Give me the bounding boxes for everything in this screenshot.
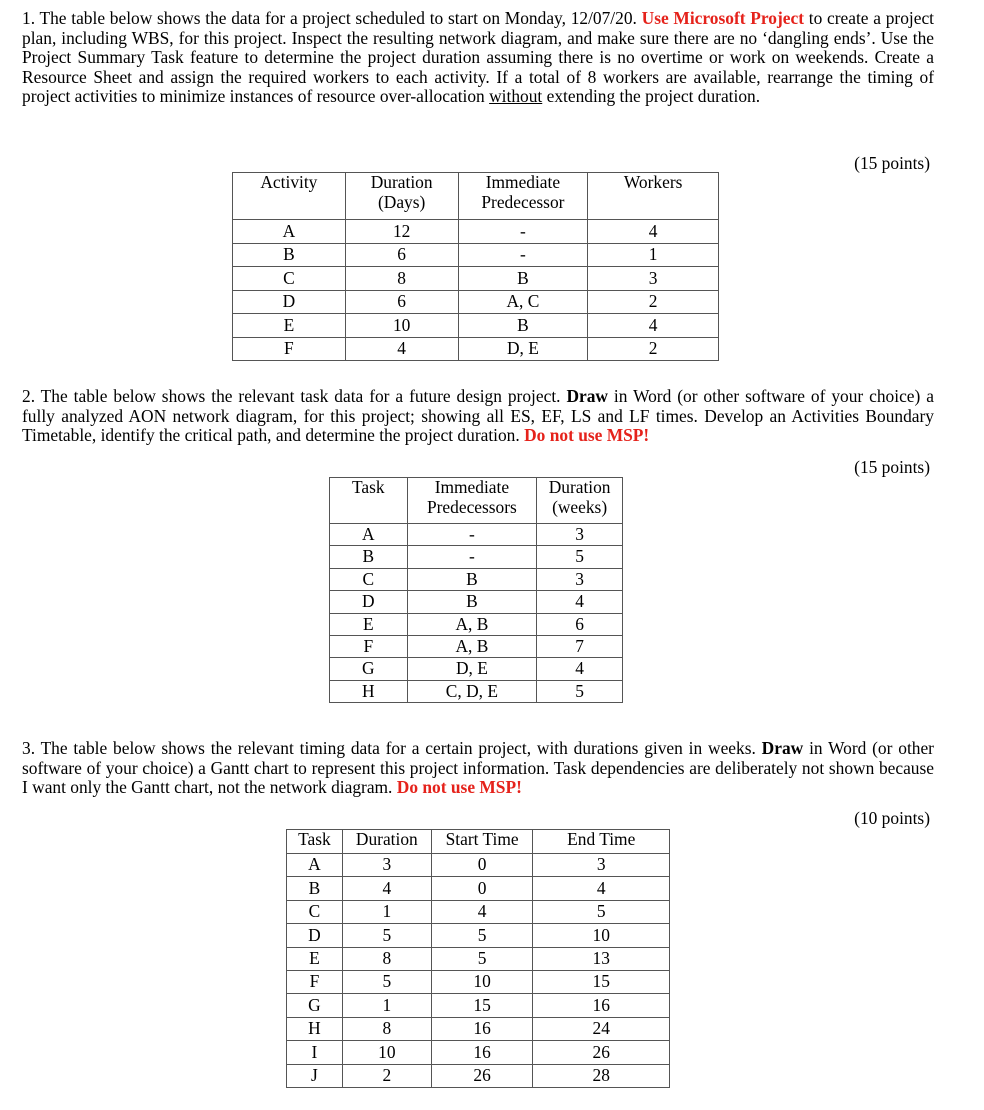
table-row (287, 947, 670, 970)
q1-points: (15 points) (854, 153, 930, 173)
table-cell: A (330, 524, 408, 546)
table-cell: D (287, 924, 343, 947)
q2-points: (15 points) (854, 457, 930, 477)
table-cell: 2 (588, 290, 719, 314)
table-cell: 1 (342, 900, 431, 923)
table-cell: 2 (588, 337, 719, 361)
column-header: Immediate Predecessors (407, 478, 537, 524)
table-cell: C (330, 568, 408, 590)
q1-underlined-word: without (489, 86, 543, 106)
table-row (330, 635, 623, 657)
table-cell: 0 (431, 877, 533, 900)
table-row (287, 970, 670, 993)
table-cell: 6 (345, 290, 458, 314)
table-cell: B (407, 568, 537, 590)
table-row (330, 658, 623, 680)
table-cell: 10 (431, 970, 533, 993)
table-cell: F (330, 635, 408, 657)
table-row (233, 337, 719, 361)
table-cell: 0 (431, 854, 533, 877)
table-header-row (330, 478, 623, 524)
table-cell: C (287, 900, 343, 923)
table-cell: 10 (533, 924, 670, 947)
column-header: Duration (342, 830, 431, 854)
table-row (233, 220, 719, 244)
table-cell: 5 (431, 947, 533, 970)
q1-red-instruction: Use Microsoft Project (641, 8, 805, 28)
q3-table (286, 829, 670, 1088)
table-cell: 5 (537, 680, 623, 702)
table-row (287, 1017, 670, 1040)
table-row (287, 1041, 670, 1064)
q2-red-instruction: Do not use MSP! (524, 425, 650, 445)
table-cell: B (458, 267, 588, 291)
table-cell: 5 (431, 924, 533, 947)
table-cell: 13 (533, 947, 670, 970)
table-cell: 4 (342, 877, 431, 900)
table-cell: 5 (533, 900, 670, 923)
table-cell: 3 (537, 524, 623, 546)
column-header: Task (330, 478, 408, 524)
table-cell: 4 (345, 337, 458, 361)
table-cell: 4 (533, 877, 670, 900)
table-row (233, 314, 719, 338)
table-row (287, 924, 670, 947)
q1-number: 1. (22, 8, 36, 28)
q3-red-instruction: Do not use MSP! (396, 777, 522, 797)
table-cell: A, C (458, 290, 588, 314)
column-header: Task (287, 830, 343, 854)
table-cell: 15 (431, 994, 533, 1017)
table-row (233, 243, 719, 267)
table-cell: D, E (407, 658, 537, 680)
table-cell: E (233, 314, 346, 338)
table-cell: 28 (533, 1064, 670, 1087)
table-row (330, 568, 623, 590)
q1-table (232, 172, 719, 361)
table-row (330, 591, 623, 613)
table-cell: 3 (537, 568, 623, 590)
table-cell: 26 (431, 1064, 533, 1087)
table-cell: 7 (537, 635, 623, 657)
column-header: Duration (Days) (345, 173, 458, 220)
table-cell: 1 (588, 243, 719, 267)
table-cell: J (287, 1064, 343, 1087)
table-cell: - (458, 220, 588, 244)
table-row (233, 267, 719, 291)
table-cell: B (287, 877, 343, 900)
table-row (287, 1064, 670, 1087)
table-row (287, 877, 670, 900)
table-cell: I (287, 1041, 343, 1064)
table-row (287, 994, 670, 1017)
q2-number: 2. (22, 386, 36, 406)
table-cell: F (233, 337, 346, 361)
table-cell: E (287, 947, 343, 970)
table-cell: G (330, 658, 408, 680)
table-row (287, 854, 670, 877)
table-cell: 10 (345, 314, 458, 338)
q3-points: (10 points) (854, 808, 930, 828)
column-header: Immediate Predecessor (458, 173, 588, 220)
table-cell: A (233, 220, 346, 244)
table-cell: 4 (431, 900, 533, 923)
q1-text: 1. The table below shows the data for a project scheduled to start on Monday, 12/07/20. Use Microsoft Project to create a project plan, including WBS, for this project. Inspect the resulting network diagram, and make sure there are no ‘dangling ends’. Use the Project Summary Task feature to determine the project duration assuming there is no overtime or work on weekends. Create a Resource Sheet and assign the required workers to each activity. If a total of 8 workers are available, rearrange the timing of project activities to minimize instances of resource over-allocation without extending the project duration. (22, 8, 935, 106)
column-header: Start Time (431, 830, 533, 854)
table-cell: 6 (345, 243, 458, 267)
table-cell: 16 (533, 994, 670, 1017)
table-header-row (233, 173, 719, 220)
table-cell: H (287, 1017, 343, 1040)
q2-bold-word: Draw (566, 386, 608, 406)
table-cell: 12 (345, 220, 458, 244)
table-cell: - (407, 546, 537, 568)
table-row (233, 290, 719, 314)
column-header: End Time (533, 830, 670, 854)
table-cell: B (458, 314, 588, 338)
table-row (330, 680, 623, 702)
q2-table (329, 477, 623, 703)
table-cell: H (330, 680, 408, 702)
table-cell: 16 (431, 1017, 533, 1040)
table-row (330, 613, 623, 635)
table-cell: C, D, E (407, 680, 537, 702)
table-cell: D, E (458, 337, 588, 361)
table-cell: 8 (345, 267, 458, 291)
table-cell: - (407, 524, 537, 546)
q3-text: 3. The table below shows the relevant timing data for a certain project, with durations given in weeks. Draw in Word (or other software of your choice) a Gantt chart to represent this project information. Task dependencies are deliberately not shown because I want only the Gantt chart, not the network diagram. Do not use MSP! (22, 738, 934, 797)
table-cell: 4 (537, 658, 623, 680)
table-row (287, 900, 670, 923)
q2-text: 2. The table below shows the relevant task data for a future design project. Draw in Word (or other software of your choice) a fully analyzed AON network diagram, for this project; showing all ES, EF, LS and LF times. Develop an Activities Boundary Timetable, identify the critical path, and determine the project duration. Do not use MSP! (22, 386, 934, 445)
table-cell: G (287, 994, 343, 1017)
column-header: Workers (588, 173, 719, 220)
table-cell: 5 (342, 924, 431, 947)
column-header: Activity (233, 173, 346, 220)
table-cell: 8 (342, 947, 431, 970)
q3-bold-word: Draw (761, 738, 804, 758)
table-cell: A, B (407, 613, 537, 635)
table-cell: 4 (537, 591, 623, 613)
table-cell: F (287, 970, 343, 993)
table-cell: A, B (407, 635, 537, 657)
table-cell: 4 (588, 314, 719, 338)
table-row (330, 524, 623, 546)
q3-number: 3. (22, 738, 36, 758)
table-cell: C (233, 267, 346, 291)
table-cell: A (287, 854, 343, 877)
table-cell: 3 (533, 854, 670, 877)
table-cell: D (330, 591, 408, 613)
table-cell: 10 (342, 1041, 431, 1064)
table-header-row (287, 830, 670, 854)
table-cell: D (233, 290, 346, 314)
table-cell: 3 (588, 267, 719, 291)
table-cell: 1 (342, 994, 431, 1017)
table-cell: B (407, 591, 537, 613)
table-cell: E (330, 613, 408, 635)
table-row (330, 546, 623, 568)
table-cell: 8 (342, 1017, 431, 1040)
table-cell: 3 (342, 854, 431, 877)
column-header: Duration (weeks) (537, 478, 623, 524)
table-cell: 24 (533, 1017, 670, 1040)
table-cell: 15 (533, 970, 670, 993)
table-cell: 2 (342, 1064, 431, 1087)
table-cell: 5 (537, 546, 623, 568)
table-cell: 16 (431, 1041, 533, 1064)
table-cell: B (330, 546, 408, 568)
table-cell: 26 (533, 1041, 670, 1064)
table-cell: 6 (537, 613, 623, 635)
table-cell: 5 (342, 970, 431, 993)
table-cell: B (233, 243, 346, 267)
table-cell: 4 (588, 220, 719, 244)
table-cell: - (458, 243, 588, 267)
